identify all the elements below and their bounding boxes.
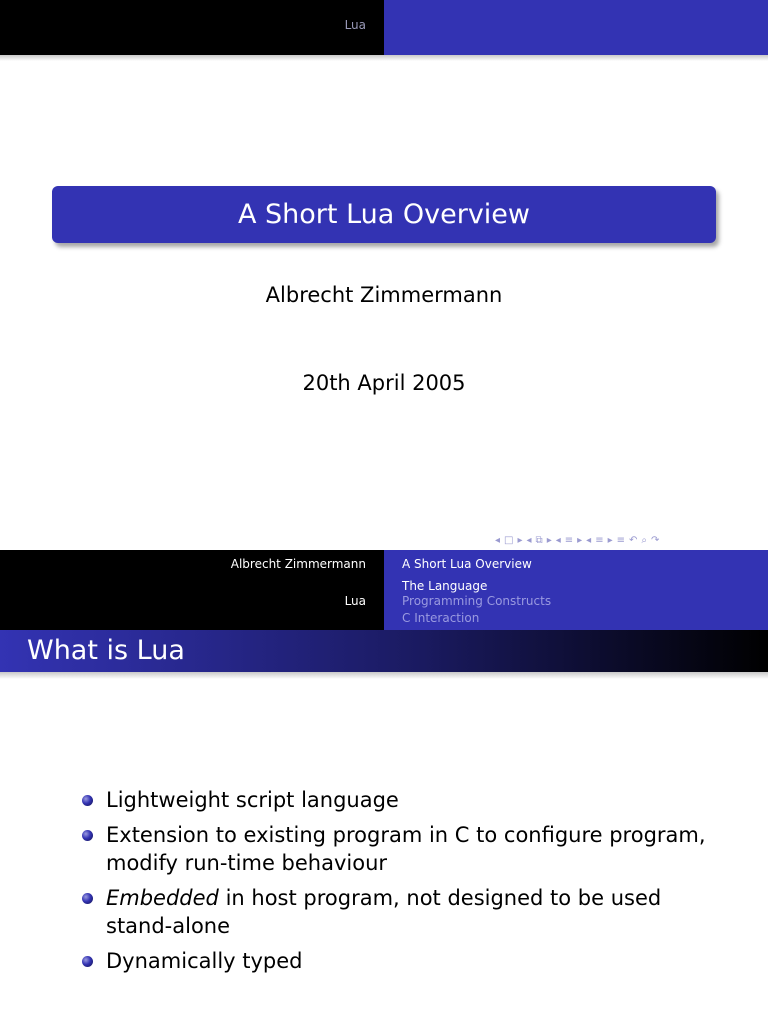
list-item <box>82 947 722 975</box>
bullet-list <box>82 786 722 982</box>
headline-author[interactable]: Albrecht Zimmermann <box>230 557 366 571</box>
list-item <box>82 821 722 877</box>
nav-subsection-icon[interactable]: ⧉ <box>535 534 543 546</box>
nav-next-document-icon[interactable]: ▸ <box>607 534 613 546</box>
section-link-the-language[interactable]: The Language <box>402 579 488 593</box>
nav-section-icon[interactable]: ≡ <box>564 534 574 546</box>
bullet-ball-icon <box>82 956 93 967</box>
headline-short-title: Lua <box>344 18 366 32</box>
section-link-c-interaction[interactable]: C Interaction <box>402 611 480 625</box>
nav-prev-subsection-icon[interactable]: ◂ <box>526 534 532 546</box>
nav-prev-section-icon[interactable]: ◂ <box>555 534 561 546</box>
list-item-text: in host program, not designed to be used stand-alone <box>106 886 662 938</box>
section-link-programming-constructs[interactable]: Programming Constructs <box>402 594 552 608</box>
headline-right-panel <box>384 0 768 55</box>
presentation-author: Albrecht Zimmermann <box>265 283 503 307</box>
list-item-text: Lightweight script language <box>106 788 399 812</box>
list-item <box>82 884 722 940</box>
nav-next-subsection-icon[interactable]: ▸ <box>546 534 552 546</box>
nav-back-icon[interactable]: ↶ <box>629 534 638 546</box>
headline-left-panel <box>0 550 384 630</box>
bullet-ball-icon <box>82 893 93 904</box>
bullet-ball-icon <box>82 795 93 806</box>
nav-appendix-icon[interactable]: ≡ <box>616 534 626 546</box>
nav-next-section-icon[interactable]: ▸ <box>577 534 583 546</box>
presentation-title: A Short Lua Overview <box>237 199 531 230</box>
slide-2-headline <box>0 550 768 630</box>
navigation-symbols[interactable] <box>495 533 765 547</box>
bullet-ball-icon <box>82 830 93 841</box>
list-item-text: Extension to existing program in C to configure program, modify run-time behaviour <box>106 823 706 875</box>
list-item-text: Dynamically typed <box>106 949 303 973</box>
presentation-title-box <box>52 186 716 243</box>
nav-prev-frame-icon[interactable]: ◂ <box>495 534 501 546</box>
frame-title-bar <box>0 630 768 672</box>
list-item-emphasis: Embedded <box>106 886 219 910</box>
nav-prev-document-icon[interactable]: ◂ <box>586 534 592 546</box>
frame-title: What is Lua <box>27 635 185 666</box>
nav-forward-icon[interactable]: ↷ <box>651 534 660 546</box>
headline-right-panel <box>384 550 768 630</box>
slide-1-headline <box>0 0 768 55</box>
nav-document-icon[interactable]: ≡ <box>595 534 604 546</box>
presentation-date: 20th April 2005 <box>302 371 466 395</box>
list-item <box>82 786 722 814</box>
headline-presentation-title[interactable]: A Short Lua Overview <box>402 557 532 571</box>
headline-shadow <box>0 55 768 61</box>
headline-short-title[interactable]: Lua <box>344 594 366 608</box>
headline-left-panel <box>0 0 384 55</box>
nav-search-icon[interactable]: ⌕ <box>641 534 648 546</box>
frame-title-shadow <box>0 672 768 679</box>
nav-frame-icon[interactable]: □ <box>504 534 514 546</box>
nav-next-frame-icon[interactable]: ▸ <box>517 534 523 546</box>
